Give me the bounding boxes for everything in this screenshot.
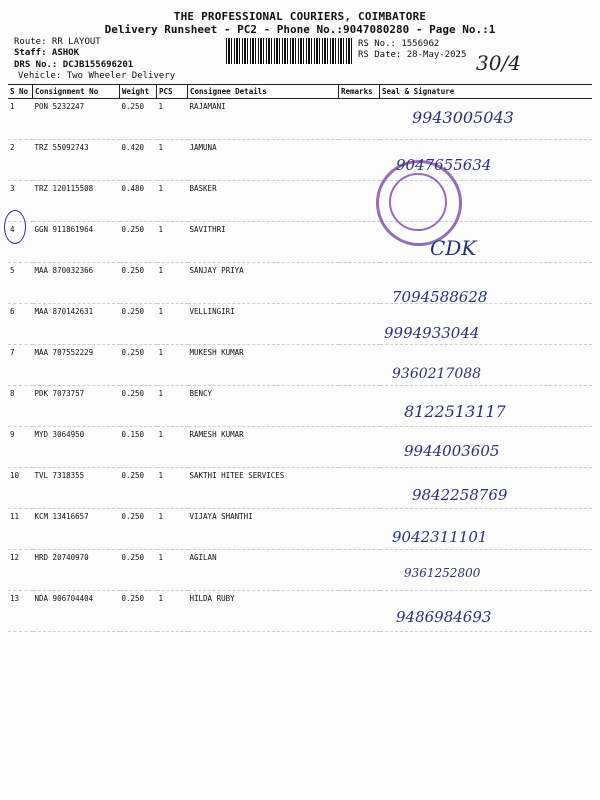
col-remarks: Remarks xyxy=(339,85,380,99)
row-remarks xyxy=(339,140,380,181)
handwritten-date: 30/4 xyxy=(476,51,521,75)
table-row xyxy=(8,181,592,222)
row-consignment-no: MAA 707552229 xyxy=(33,345,120,386)
row-pcs: 1 xyxy=(157,591,188,632)
table-row xyxy=(8,509,592,550)
row-pcs: 1 xyxy=(157,509,188,550)
handwritten-signature: 9994933044 xyxy=(384,324,480,342)
row-consignee: RAMESH KUMAR xyxy=(188,427,339,468)
row-sno: 9 xyxy=(8,427,33,468)
row-remarks xyxy=(339,509,380,550)
row-consignment-no: HRD 20740970 xyxy=(33,550,120,591)
row-weight: 0.250 xyxy=(120,386,157,427)
row-sno: 11 xyxy=(8,509,33,550)
row-pcs: 1 xyxy=(157,345,188,386)
col-consignment: Consignment No xyxy=(33,85,120,99)
row-consignment-no: KCM 13416657 xyxy=(33,509,120,550)
vehicle-label: Vehicle: Two Wheeler Delivery xyxy=(18,71,176,81)
table-row xyxy=(8,345,592,386)
row-weight: 0.250 xyxy=(120,345,157,386)
company-name: THE PROFESSIONAL COURIERS, COIMBATORE xyxy=(173,10,427,23)
col-sno: S No xyxy=(8,85,33,99)
drs-number: DRS No.: DCJB155696201 xyxy=(14,60,134,70)
row-pcs: 1 xyxy=(157,181,188,222)
handwritten-signature: 8122513117 xyxy=(404,402,506,421)
table-row xyxy=(8,427,592,468)
row-consignment-no: NDA 906704404 xyxy=(33,591,120,632)
row-consignment-no: PON 5232247 xyxy=(33,99,120,140)
row-weight: 0.250 xyxy=(120,591,157,632)
row-pcs: 1 xyxy=(157,468,188,509)
row-sno: 10 xyxy=(8,468,33,509)
row-consignment-no: TRZ 120115508 xyxy=(33,181,120,222)
row-pcs: 1 xyxy=(157,140,188,181)
row-pcs: 1 xyxy=(157,304,188,345)
row-consignment-no: TVL 7318355 xyxy=(33,468,120,509)
row-weight: 0.250 xyxy=(120,263,157,304)
row-consignee: MUKESH KUMAR xyxy=(188,345,339,386)
table-row xyxy=(8,263,592,304)
row-remarks xyxy=(339,222,380,263)
table-row xyxy=(8,550,592,591)
row-consignment-no: MAA 870032366 xyxy=(33,263,120,304)
row-consignee: SAVITHRI xyxy=(188,222,339,263)
row-weight: 0.480 xyxy=(120,181,157,222)
row-consignee: AGILAN xyxy=(188,550,339,591)
row-remarks xyxy=(339,99,380,140)
col-consignee: Consignee Details xyxy=(188,85,339,99)
row-weight: 0.250 xyxy=(120,304,157,345)
row-consignment-no: TRZ 55092743 xyxy=(33,140,120,181)
handwritten-signature: 9944003605 xyxy=(404,442,500,460)
row-consignee: BENCY xyxy=(188,386,339,427)
row-weight: 0.250 xyxy=(120,509,157,550)
row-pcs: 1 xyxy=(157,99,188,140)
row-remarks xyxy=(339,304,380,345)
row-weight: 0.250 xyxy=(120,222,157,263)
row-pcs: 1 xyxy=(157,386,188,427)
rs-number: RS No.: 1556962 xyxy=(358,39,440,49)
route-label: Route: RR LAYOUT xyxy=(14,37,101,47)
row-consignment-no: MYD 3064950 xyxy=(33,427,120,468)
row-sno: 13 xyxy=(8,591,33,632)
handwritten-signature: 9360217088 xyxy=(392,366,482,382)
row-pcs: 1 xyxy=(157,550,188,591)
col-pcs: PCS xyxy=(157,85,188,99)
row-pcs: 1 xyxy=(157,427,188,468)
row-consignment-no: PDK 7073757 xyxy=(33,386,120,427)
row-remarks xyxy=(339,181,380,222)
row-pcs: 1 xyxy=(157,263,188,304)
row-consignee: HILDA RUBY xyxy=(188,591,339,632)
row-weight: 0.150 xyxy=(120,427,157,468)
row-remarks xyxy=(339,427,380,468)
row-consignee: SAKTHI HITEE SERVICES xyxy=(188,468,339,509)
handwritten-signature: 9361252800 xyxy=(404,566,481,580)
row-remarks xyxy=(339,263,380,304)
rs-date: RS Date: 28-May-2025 xyxy=(358,50,467,60)
handwritten-signature: 9042311101 xyxy=(392,528,488,546)
row-4-circle-mark xyxy=(4,210,26,244)
delivery-table xyxy=(8,84,592,632)
row-sno: 3 xyxy=(8,181,33,222)
table-row xyxy=(8,304,592,345)
table-body xyxy=(8,99,592,632)
row-sno: 1 xyxy=(8,99,33,140)
table-row xyxy=(8,591,592,632)
col-signature: Seal & Signature xyxy=(380,85,593,99)
row-weight: 0.420 xyxy=(120,140,157,181)
row-remarks xyxy=(339,386,380,427)
table-row xyxy=(8,222,592,263)
handwritten-signature: 9486984693 xyxy=(396,608,492,626)
row-remarks xyxy=(339,345,380,386)
row-consignee: VIJAYA SHANTHI xyxy=(188,509,339,550)
row-remarks xyxy=(339,591,380,632)
row-sno: 5 xyxy=(8,263,33,304)
row-consignee: BASKER xyxy=(188,181,339,222)
row-weight: 0.250 xyxy=(120,99,157,140)
row-weight: 0.250 xyxy=(120,550,157,591)
row-consignee: SANJAY PRIYA xyxy=(188,263,339,304)
row-sno: 12 xyxy=(8,550,33,591)
handwritten-signature: 9842258769 xyxy=(412,486,508,504)
handwritten-signature: 7094588628 xyxy=(392,288,488,306)
row-consignment-no: GGN 911861964 xyxy=(33,222,120,263)
handwritten-signature: CDK xyxy=(430,236,477,260)
row-consignee: JAMUNA xyxy=(188,140,339,181)
col-weight: Weight xyxy=(120,85,157,99)
row-pcs: 1 xyxy=(157,222,188,263)
handwritten-signature: 9943005043 xyxy=(412,108,514,127)
barcode-image xyxy=(226,38,354,64)
row-sno: 4 xyxy=(8,222,33,263)
row-sno: 2 xyxy=(8,140,33,181)
row-consignee: RAJAMANI xyxy=(188,99,339,140)
handwritten-signature: 9047655634 xyxy=(396,156,492,174)
staff-label: Staff: ASHOK xyxy=(14,48,80,58)
row-consignee: VELLINGIRI xyxy=(188,304,339,345)
row-remarks xyxy=(339,468,380,509)
table-header-row xyxy=(8,85,592,99)
row-sno: 7 xyxy=(8,345,33,386)
table-row xyxy=(8,140,592,181)
row-sno: 6 xyxy=(8,304,33,345)
runsheet-title: Delivery Runsheet - PC2 - Phone No.:9047080280 - Page No.:1 xyxy=(104,23,496,36)
row-sno: 8 xyxy=(8,386,33,427)
row-remarks xyxy=(339,550,380,591)
row-consignment-no: MAA 870142631 xyxy=(33,304,120,345)
row-weight: 0.250 xyxy=(120,468,157,509)
